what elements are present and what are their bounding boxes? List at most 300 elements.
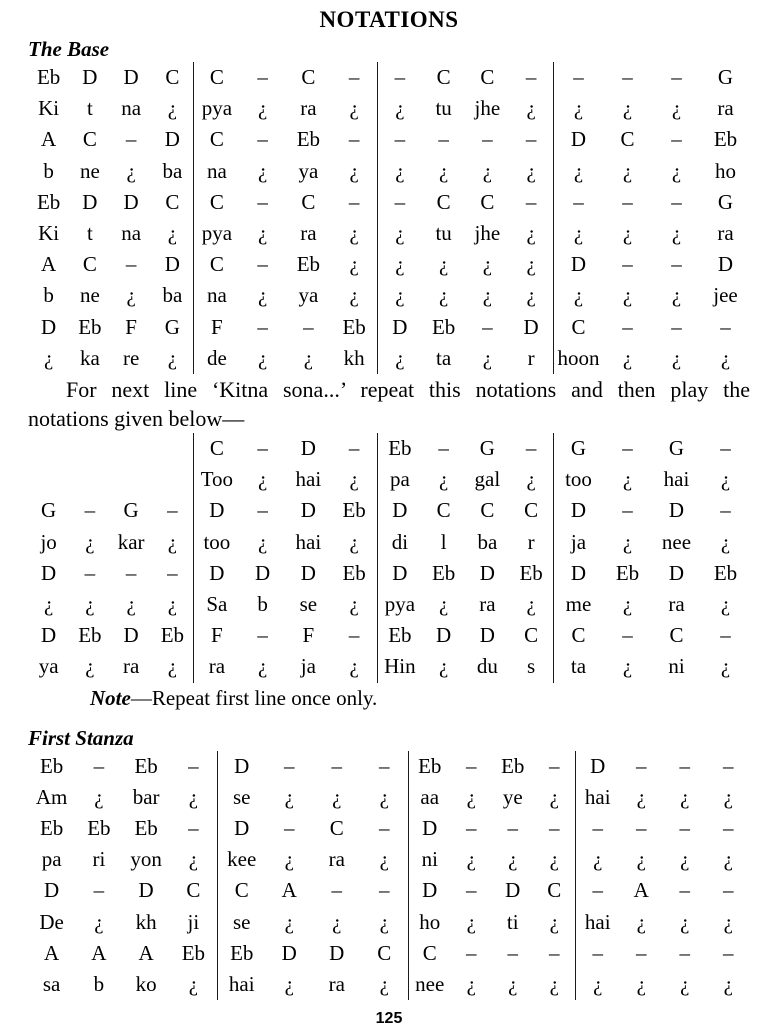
notation-cell: ¿ [395, 158, 405, 183]
notation-cell: ¿ [593, 972, 603, 997]
notation-measure [28, 875, 217, 906]
notation-row [28, 495, 750, 526]
notation-cell: Eb [388, 623, 412, 648]
notation-cell: ye [502, 784, 523, 809]
notation-cell: A [44, 940, 60, 965]
notation-measure [28, 249, 193, 280]
notation-cell: ra [208, 654, 226, 679]
notation-cell: C [209, 65, 224, 89]
notation-measure [408, 969, 575, 1000]
notation-cell: – [507, 940, 518, 965]
notation-row [28, 558, 750, 589]
below-notation-grid [28, 433, 750, 683]
notation-cell: – [622, 65, 633, 89]
notation-cell: A [633, 878, 649, 903]
notation-cell: ¿ [395, 345, 405, 370]
notation-cell: ¿ [526, 592, 536, 617]
notation-cell: ¿ [126, 158, 136, 183]
notation-cell: – [525, 65, 537, 89]
notation-measure [193, 62, 377, 93]
notation-cell: b [43, 283, 54, 308]
notation-cell: ¿ [680, 847, 690, 872]
notation-cell: ¿ [508, 972, 518, 997]
notation-cell: na [206, 158, 227, 183]
notation-cell: D [392, 314, 408, 339]
notation-cell: – [394, 189, 406, 214]
notation-cell: Eb [431, 314, 456, 339]
notation-cell: – [720, 498, 731, 523]
notation-cell: D [123, 189, 139, 214]
notation-cell: ¿ [167, 529, 178, 554]
notation-measure [28, 218, 193, 249]
notation-cell: C [209, 252, 224, 277]
notation-cell: – [466, 753, 477, 778]
notation-measure [28, 527, 193, 558]
notation-cell: ¿ [43, 592, 54, 617]
notation-cell: ¿ [379, 972, 389, 997]
page-number: 125 [375, 1010, 403, 1028]
notation-cell: – [257, 252, 268, 277]
notation-cell: – [379, 753, 390, 778]
notation-cell: G [123, 498, 139, 523]
notation-cell: ¿ [466, 972, 476, 997]
notation-cell: ¿ [438, 467, 449, 492]
notation-cell: – [84, 560, 96, 585]
notation-cell: ¿ [126, 592, 136, 617]
notation-cell: ¿ [549, 909, 559, 934]
notation-cell: D [164, 127, 180, 152]
notation-cell: C [669, 623, 684, 648]
notation-cell: – [622, 189, 633, 214]
notation-cell: ¿ [680, 909, 690, 934]
notation-row [28, 249, 750, 280]
notation-cell: ¿ [680, 784, 690, 809]
notation-cell: hai [663, 467, 690, 492]
notation-cell: Eb [39, 816, 64, 841]
notation-cell: se [233, 909, 251, 934]
notation-measure [28, 433, 193, 464]
notation-row [28, 464, 750, 495]
notation-measure [553, 156, 750, 187]
notation-cell: ¿ [573, 221, 584, 246]
notation-cell: ¿ [671, 283, 682, 308]
notation-measure [377, 280, 553, 311]
notation-cell: hai [584, 784, 611, 809]
notation-measure [377, 433, 553, 464]
notation-cell: – [679, 753, 690, 778]
notation-cell: – [348, 623, 360, 648]
notation-cell: ¿ [526, 467, 536, 492]
notation-cell: nee [661, 529, 692, 554]
notation-cell: ¿ [332, 909, 342, 934]
notation-measure [553, 218, 750, 249]
notation-cell: ho [715, 158, 736, 183]
notation-cell: – [167, 498, 178, 523]
notation-cell: ¿ [126, 283, 136, 308]
notation-measure [28, 782, 217, 813]
notation-row [28, 620, 750, 651]
notation-cell: too [565, 467, 592, 492]
notation-cell: D [570, 560, 587, 585]
notation-cell: Eb [713, 560, 738, 585]
notation-cell: me [565, 592, 592, 617]
notation-cell [69, 464, 110, 495]
notation-measure [377, 312, 553, 343]
notation-cell: Eb [431, 560, 456, 585]
notation-cell: – [257, 623, 268, 648]
notation-cell: – [679, 940, 690, 965]
notation-cell: – [671, 127, 682, 152]
notation-cell: C [209, 436, 224, 461]
notation-cell: b [257, 592, 268, 617]
notation-row [28, 280, 750, 311]
notation-cell: ¿ [257, 654, 268, 679]
notation-cell: Eb [36, 189, 61, 214]
interlude-line-2: notations given below— [28, 406, 245, 432]
notation-cell: ¿ [720, 654, 731, 679]
notation-cell: ¿ [622, 96, 633, 121]
notation-cell: de [206, 345, 227, 370]
notation-cell [152, 464, 193, 495]
notation-measure [193, 620, 377, 651]
notation-cell: ¿ [622, 345, 633, 370]
notation-measure [408, 813, 575, 844]
notation-measure [575, 782, 750, 813]
notation-cell: s [527, 654, 536, 679]
notation-cell: yon [130, 847, 162, 872]
notation-row [28, 844, 750, 875]
notation-cell: – [723, 878, 734, 903]
notation-cell: Eb [134, 816, 158, 841]
notation-cell: D [234, 753, 250, 778]
notation-cell: – [348, 189, 360, 214]
notation-cell: D [255, 560, 271, 585]
notation-measure [217, 907, 408, 938]
notation-measure [377, 558, 553, 589]
notation-measure [553, 495, 750, 526]
notation-cell: ja [300, 654, 316, 679]
notation-cell: ¿ [188, 972, 199, 997]
notation-cell: ¿ [723, 784, 733, 809]
notation-cell: ¿ [549, 784, 559, 809]
notation-measure [217, 875, 408, 906]
notation-cell: ¿ [720, 467, 731, 492]
notation-cell: ¿ [549, 972, 559, 997]
notation-cell: – [622, 252, 633, 277]
notation-cell: – [466, 816, 477, 841]
notation-cell: ¿ [332, 784, 342, 809]
notation-cell: pa [41, 847, 62, 872]
notation-cell [28, 464, 69, 495]
notation-measure [377, 187, 553, 218]
notation-cell: – [507, 816, 518, 841]
notation-cell: – [93, 753, 105, 778]
notation-cell: ¿ [257, 467, 268, 492]
notation-cell: Eb [39, 753, 64, 778]
notation-cell: ¿ [622, 592, 633, 617]
notation-measure [408, 844, 575, 875]
notation-cell: ra [668, 592, 685, 617]
notation-cell: De [39, 909, 64, 934]
notation-cell: D [668, 560, 685, 585]
notation-cell: ¿ [167, 654, 178, 679]
notation-cell: ra [328, 847, 345, 872]
notation-cell: ¿ [636, 972, 646, 997]
notation-measure [408, 782, 575, 813]
notation-cell: ¿ [85, 654, 95, 679]
notation-measure [553, 527, 750, 558]
notation-cell: – [125, 560, 137, 585]
notation-measure [193, 589, 377, 620]
notation-cell: F [125, 314, 137, 339]
notation-cell: D [41, 314, 57, 339]
notation-cell: ¿ [482, 158, 493, 183]
notation-cell: sa [42, 972, 61, 997]
notation-cell: ¿ [526, 283, 536, 308]
notation-cell: ¿ [167, 345, 178, 370]
notation-cell: – [723, 753, 734, 778]
notation-cell: tu [435, 96, 452, 121]
notation-cell: na [121, 221, 142, 246]
notation-cell: ¿ [723, 847, 733, 872]
notation-measure [553, 249, 750, 280]
notation-cell: Am [35, 784, 68, 809]
notation-measure [575, 938, 750, 969]
notation-row [28, 651, 750, 682]
notation-cell: ya [298, 158, 319, 183]
notation-cell: D [300, 560, 316, 585]
notation-cell: r [527, 529, 535, 554]
notation-measure [193, 495, 377, 526]
notation-cell: ¿ [671, 158, 682, 183]
notation-cell: ¿ [349, 529, 359, 554]
notation-cell: – [257, 436, 268, 461]
notation-cell: Eb [230, 940, 254, 965]
notation-cell: – [379, 878, 390, 903]
notation-measure [217, 969, 408, 1000]
notation-cell: Sa [206, 592, 228, 617]
notation-cell: D [82, 65, 98, 89]
notation-measure [193, 651, 377, 682]
notation-cell: C [329, 816, 344, 841]
notation-cell: – [636, 753, 647, 778]
notation-cell: ji [187, 909, 200, 934]
notation-cell: jhe [474, 221, 501, 246]
notation-cell: ¿ [303, 345, 314, 370]
notation-cell: r [527, 345, 535, 370]
notation-measure [377, 93, 553, 124]
notation-measure [553, 620, 750, 651]
notation-cell: ¿ [349, 96, 359, 121]
notation-cell: jo [40, 529, 57, 554]
notation-measure [575, 875, 750, 906]
notation-cell: – [348, 65, 360, 89]
notation-cell [111, 433, 152, 464]
notation-measure [575, 969, 750, 1000]
notation-row [28, 343, 750, 374]
notation-cell: ra [328, 972, 345, 997]
notation-cell: ka [79, 345, 100, 370]
notation-measure [408, 938, 575, 969]
notation-cell: C [571, 314, 586, 339]
notation-cell: – [525, 436, 537, 461]
notation-cell: ¿ [622, 467, 633, 492]
notation-cell: ¿ [284, 784, 294, 809]
notation-measure [553, 558, 750, 589]
notation-cell: ¿ [257, 345, 268, 370]
notation-cell: ra [300, 96, 317, 121]
notation-cell: b [43, 158, 54, 183]
notation-cell: G [479, 436, 495, 461]
notation-cell: ¿ [636, 909, 646, 934]
notation-cell: C [480, 498, 495, 523]
notation-cell: C [165, 65, 180, 89]
notation-cell: D [392, 498, 408, 523]
notation-cell: Eb [418, 753, 442, 778]
notation-cell: kar [117, 529, 145, 554]
notation-cell: ¿ [43, 345, 54, 370]
note-line [90, 684, 750, 712]
notation-cell: ¿ [167, 96, 178, 121]
notation-cell: ¿ [284, 847, 294, 872]
notation-cell: – [622, 623, 633, 648]
notation-measure [193, 218, 377, 249]
notation-cell: ¿ [257, 283, 268, 308]
notation-cell: ¿ [257, 221, 268, 246]
notation-cell: G [164, 314, 180, 339]
notation-cell: Eb [713, 127, 738, 152]
notation-cell: C [209, 127, 224, 152]
notation-cell: – [188, 753, 199, 778]
note-label: Note [90, 685, 131, 710]
notation-cell: ¿ [349, 158, 359, 183]
notation-cell: – [482, 127, 493, 152]
notation-cell: – [671, 314, 682, 339]
notation-cell: – [679, 816, 690, 841]
notation-cell: – [84, 498, 96, 523]
notation-cell: – [671, 189, 682, 214]
notation-cell: ho [419, 909, 441, 934]
notation-cell: – [723, 940, 734, 965]
notation-measure [575, 844, 750, 875]
notation-cell: ¿ [622, 283, 633, 308]
notation-cell: F [211, 314, 223, 339]
notation-cell: D [479, 623, 495, 648]
notation-cell: D [209, 498, 225, 523]
notation-cell: D [523, 314, 539, 339]
notation-row [28, 187, 750, 218]
notation-cell: – [257, 127, 268, 152]
notation-cell: na [206, 283, 227, 308]
notation-measure [217, 751, 408, 782]
notation-cell: ¿ [723, 972, 733, 997]
notation-cell: – [636, 940, 647, 965]
notation-cell: C [620, 127, 635, 152]
notation-cell [28, 433, 69, 464]
notation-measure [193, 527, 377, 558]
notation-cell: C [436, 189, 451, 214]
notation-cell: – [720, 436, 731, 461]
notation-cell: ¿ [395, 221, 405, 246]
notation-measure [408, 875, 575, 906]
notation-cell: D [422, 878, 438, 903]
notation-cell: Eb [342, 498, 366, 523]
notation-cell: ¿ [257, 529, 268, 554]
notation-cell: D [41, 560, 57, 585]
notation-cell: ya [38, 654, 59, 679]
notation-measure [377, 218, 553, 249]
notation-cell: C [436, 498, 451, 523]
notation-cell: hai [295, 467, 322, 492]
notation-measure [193, 558, 377, 589]
notation-cell: – [379, 816, 390, 841]
notation-measure [193, 343, 377, 374]
notation-measure [553, 651, 750, 682]
notation-row [28, 751, 750, 782]
notation-cell: A [138, 940, 154, 965]
notation-cell: ra [717, 96, 734, 121]
notation-cell: t [86, 96, 93, 121]
notation-cell [69, 433, 110, 464]
notation-cell: ¿ [482, 345, 493, 370]
notation-cell: ¿ [349, 221, 359, 246]
notation-cell: D [164, 252, 180, 277]
notation-cell: – [331, 753, 342, 778]
notation-cell: G [717, 189, 734, 214]
notation-measure [28, 620, 193, 651]
notation-cell: D [717, 252, 734, 277]
notation-cell: ¿ [349, 592, 359, 617]
notation-measure [28, 651, 193, 682]
notation-cell: D [123, 623, 139, 648]
notation-measure [28, 589, 193, 620]
notation-cell: D [570, 127, 587, 152]
notation-cell: D [234, 816, 250, 841]
notation-measure [575, 813, 750, 844]
notation-cell: C [524, 498, 539, 523]
notation-cell: D [82, 189, 98, 214]
notation-cell: ¿ [482, 252, 493, 277]
notation-cell: ¿ [622, 529, 633, 554]
notation-measure [553, 589, 750, 620]
notation-cell: F [302, 623, 315, 648]
notation-measure [28, 156, 193, 187]
notation-cell: re [122, 345, 140, 370]
notation-cell: D [41, 623, 57, 648]
notation-cell: hai [584, 909, 611, 934]
notation-cell: Eb [519, 560, 543, 585]
notation-cell: ba [477, 529, 498, 554]
notation-cell: A [281, 878, 297, 903]
notation-cell: C [209, 189, 224, 214]
notation-cell: ¿ [720, 345, 731, 370]
notation-cell: D [570, 498, 587, 523]
page-title: NOTATIONS [319, 7, 459, 32]
notation-measure [28, 280, 193, 311]
notation-cell: Eb [388, 436, 412, 461]
notation-cell: A [41, 252, 57, 277]
notation-cell: ¿ [438, 592, 449, 617]
notation-cell: Eb [160, 623, 185, 648]
notation-cell: ra [717, 221, 734, 246]
notation-measure [408, 907, 575, 938]
note-text: —Repeat first line once only. [130, 685, 378, 710]
notation-cell: – [723, 816, 734, 841]
notation-row [28, 156, 750, 187]
notation-row [28, 62, 750, 93]
notation-cell: D [300, 436, 316, 461]
notation-cell: C [301, 189, 316, 214]
